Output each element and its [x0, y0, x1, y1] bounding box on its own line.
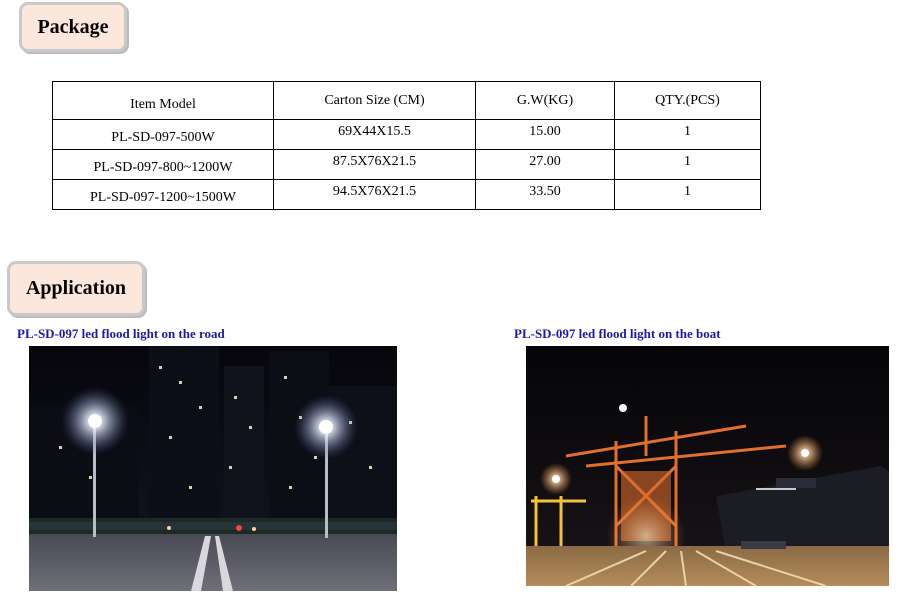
boat-photo-caption: PL-SD-097 led flood light on the boat — [514, 326, 721, 341]
package-heading: Package — [19, 2, 127, 52]
road-photo-caption: PL-SD-097 led flood light on the road — [17, 326, 225, 341]
item-model-cell: PL-SD-097-500W — [53, 120, 274, 150]
gross-weight-cell: 27.00 — [476, 150, 615, 180]
table-row — [53, 150, 761, 180]
table-row — [53, 180, 761, 210]
column-header-quantity: QTY.(PCS) — [615, 82, 761, 120]
quantity-cell: 1 — [615, 180, 761, 210]
column-header-gross-weight: G.W(KG) — [476, 82, 615, 120]
item-model-cell: PL-SD-097-800~1200W — [53, 150, 274, 180]
carton-size-cell: 87.5X76X21.5 — [274, 150, 476, 180]
carton-size-cell: 94.5X76X21.5 — [274, 180, 476, 210]
application-heading: Application — [7, 261, 145, 316]
quantity-cell: 1 — [615, 120, 761, 150]
gross-weight-cell: 33.50 — [476, 180, 615, 210]
road-application-photo — [29, 346, 397, 591]
column-header-carton-size: Carton Size (CM) — [274, 82, 476, 120]
table-row — [53, 120, 761, 150]
gross-weight-cell: 15.00 — [476, 120, 615, 150]
carton-size-cell: 69X44X15.5 — [274, 120, 476, 150]
quantity-cell: 1 — [615, 150, 761, 180]
item-model-cell: PL-SD-097-1200~1500W — [53, 180, 274, 210]
column-header-item-model: Item Model — [53, 82, 274, 120]
package-table — [52, 81, 761, 210]
table-header-row — [53, 82, 761, 120]
boat-application-photo — [526, 346, 889, 586]
